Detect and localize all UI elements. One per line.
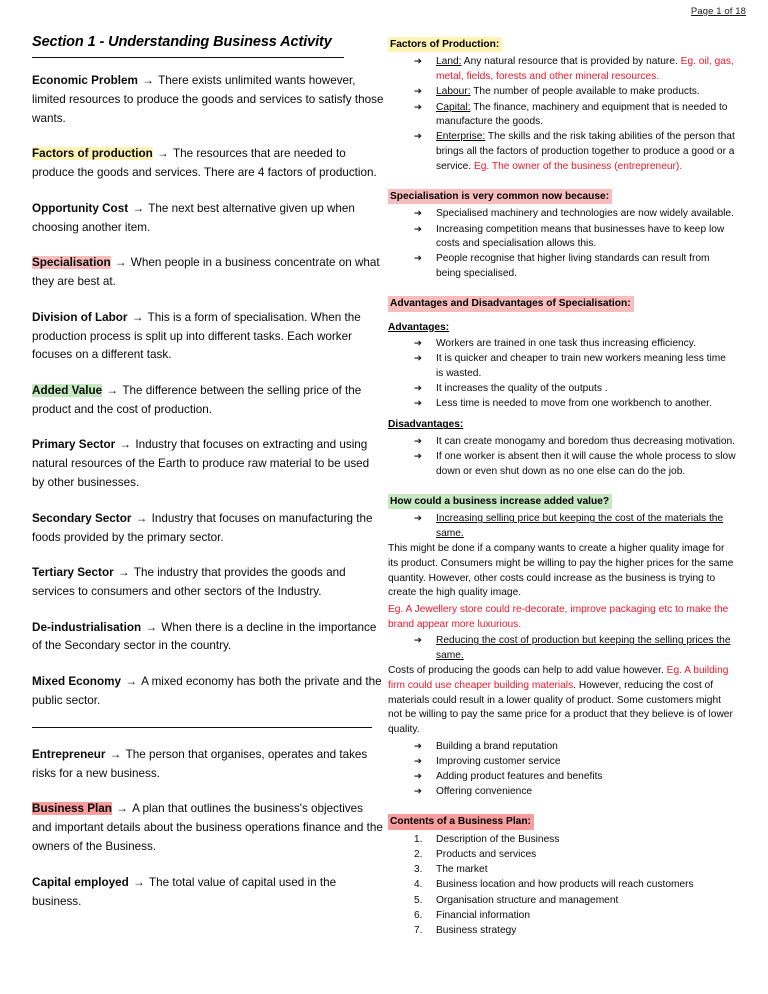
left-column — [32, 34, 384, 912]
added-value-extra-points-list — [388, 740, 736, 800]
list-item — [388, 740, 736, 755]
list-item — [388, 755, 736, 770]
business-plan-contents-list — [388, 833, 736, 939]
list-item — [388, 382, 736, 397]
definition-term: Factors of production — [32, 147, 153, 161]
specialisation-common-list — [388, 207, 736, 281]
definition-term: Mixed Economy — [32, 674, 121, 688]
factor-term: Enterprise: — [436, 131, 486, 143]
factor-text: The number of people available to make products. — [470, 86, 700, 98]
definition-term: Tertiary Sector — [32, 566, 114, 580]
list-item-text: Business strategy — [436, 924, 517, 936]
arrow-icon: → — [106, 747, 125, 761]
spacer — [388, 282, 736, 293]
factor-text: The skills and the risk taking abilities of the person that brings all the factors of production together to produce a good or a service. — [436, 131, 735, 172]
definition-term: Added Value — [32, 383, 103, 397]
list-item — [388, 101, 736, 130]
added-value-point-one-list — [388, 512, 736, 541]
added-value-paragraph-two — [388, 664, 736, 737]
definition-entry — [32, 200, 384, 238]
list-item-text: It can create monogamy and boredom thus decreasing motivation. — [436, 435, 735, 447]
arrow-icon: → — [142, 620, 161, 634]
list-item-text: Organisation structure and management — [436, 894, 619, 906]
list-item — [388, 634, 736, 663]
arrow-icon: → — [111, 256, 130, 270]
label-advantages: Advantages: — [388, 321, 450, 333]
arrow-icon: → — [153, 147, 172, 161]
definition-text: The next best alternative given up when choosing another item. — [32, 201, 355, 234]
definition-text: The total value of capital used in the business. — [32, 875, 337, 908]
arrow-icon: → — [103, 383, 122, 397]
label-disadvantages: Disadvantages: — [388, 419, 464, 431]
definition-entry — [32, 564, 384, 602]
list-item — [388, 909, 736, 924]
definition-text: When there is a decline in the importance of the Secondary sector in the country. — [32, 620, 377, 653]
section-divider — [32, 727, 372, 728]
list-item-text: Financial information — [436, 909, 530, 921]
list-item — [388, 85, 736, 100]
list-item-text: Description of the Business — [436, 833, 560, 845]
definition-entry — [32, 309, 384, 366]
definition-text: A plan that outlines the business's objectives and important details about the business operations finance and the owners of the Business. — [32, 802, 383, 854]
definition-entry — [32, 436, 384, 493]
definition-term: Secondary Sector — [32, 511, 132, 525]
definition-entry — [32, 673, 384, 711]
added-value-point-one: Increasing selling price but keeping the cost of the materials the same. — [436, 513, 724, 539]
definition-text: The resources that are needed to produce the goods and services. There are 4 factors of production. — [32, 147, 377, 180]
definition-term: Primary Sector — [32, 438, 116, 452]
list-item — [388, 337, 736, 352]
list-item-text: Adding product features and benefits — [436, 770, 603, 782]
definition-entry — [32, 510, 384, 548]
heading-factors-of-production: Factors of Production: — [388, 37, 502, 52]
definition-term: De-industrialisation — [32, 620, 142, 634]
definition-term: Specialisation — [32, 256, 111, 270]
definition-text: This is a form of specialisation. When the production process is split up into different tasks. Each worker focuses on a different task. — [32, 310, 361, 362]
definition-term: Division of Labor — [32, 310, 128, 324]
spacer — [388, 800, 736, 811]
arrow-icon: → — [121, 674, 141, 688]
definition-entry — [32, 382, 384, 420]
list-item-text: Workers are trained in one task thus increasing efficiency. — [436, 338, 696, 350]
factor-term: Labour: — [436, 86, 471, 98]
heading-advantages-disadvantages: Advantages and Disadvantages of Specialisation: — [388, 296, 634, 311]
definition-term: Opportunity Cost — [32, 201, 129, 215]
list-item-text: Products and services — [436, 848, 537, 860]
definition-term: Business Plan — [32, 802, 112, 816]
definition-term: Economic Problem — [32, 74, 138, 87]
arrow-icon: → — [112, 802, 132, 816]
list-item-text: Specialised machinery and technologies are now widely available. — [436, 208, 734, 220]
definition-entry — [32, 874, 384, 912]
definition-entry — [32, 619, 384, 657]
definition-entry — [32, 746, 384, 784]
arrow-icon: → — [129, 201, 148, 215]
list-item-text: Business location and how products will reach customers — [436, 879, 694, 891]
spacer — [388, 480, 736, 491]
arrow-icon: → — [129, 875, 148, 889]
list-item-text: Offering convenience — [436, 786, 533, 798]
arrow-icon: → — [116, 438, 135, 452]
list-item — [388, 848, 736, 863]
list-item — [388, 397, 736, 412]
list-item-text: It increases the quality of the outputs . — [436, 383, 608, 395]
list-item — [388, 223, 736, 252]
added-value-point-two-list — [388, 634, 736, 663]
list-item-text: People recognise that higher living standards can result from being specialised. — [436, 253, 710, 280]
paragraph-two-part-b: . However, reducing the cost of materials could result in a lower quality of product. Some customers might not be willing to pay the same price for a product that they believe is of lower quality. — [388, 679, 733, 735]
factor-example: Eg. oil, gas, metal, fields, forests and other mineral resources. — [436, 56, 734, 83]
arrow-icon: → — [132, 511, 151, 525]
list-item — [388, 130, 736, 174]
definition-entry — [32, 72, 384, 129]
definition-text: The difference between the selling price of the product and the cost of production. — [32, 383, 362, 416]
list-item-text: Building a brand reputation — [436, 740, 558, 752]
definition-list-primary — [32, 72, 384, 711]
list-item — [388, 833, 736, 848]
arrow-icon: → — [138, 74, 158, 87]
advantages-list — [388, 337, 736, 412]
arrow-icon: → — [128, 310, 147, 324]
list-item-text: Less time is needed to move from one workbench to another. — [436, 398, 712, 410]
factor-term: Land: — [436, 56, 462, 68]
list-item — [388, 207, 736, 222]
list-item — [388, 512, 736, 541]
definition-term: Entrepreneur — [32, 747, 106, 761]
list-item — [388, 252, 736, 281]
factor-text: The finance, machinery and equipment that is needed to manufacture the goods. — [436, 101, 728, 128]
right-column — [388, 34, 736, 939]
definition-text: The person that organises, operates and takes risks for a new business. — [32, 747, 368, 780]
definition-text: Industry that focuses on extracting and using natural resources of the Earth to produce raw material to be used by other businesses. — [32, 438, 370, 490]
list-item — [388, 55, 736, 84]
heading-specialisation-common: Specialisation is very common now because: — [388, 189, 612, 204]
list-item — [388, 435, 736, 450]
definition-text: A mixed economy has both the private and the public sector. — [32, 674, 382, 707]
list-item-text: If one worker is absent then it will cause the whole process to slow down or even shut down as no one else can do the job. — [436, 450, 736, 477]
list-item — [388, 450, 736, 479]
list-item-text: Increasing competition means that businesses have to keep low costs and specialisation allows this. — [436, 223, 725, 250]
added-value-paragraph-one: This might be done if a company wants to create a higher quality image for its product. Consumers might be willing to pay the higher prices for the same quantity. However, other costs could increase as the business is trying to create the high quality image. — [388, 543, 734, 599]
added-value-point-two: Reducing the cost of production but keeping the selling prices the same. — [436, 635, 731, 661]
heading-increase-added-value: How could a business increase added value? — [388, 494, 612, 509]
page-indicator: Page 1 of 18 — [690, 6, 746, 17]
list-item — [388, 924, 736, 939]
definition-text: There exists unlimited wants however, limited resources to produce the goods and services to satisfy those wants. — [32, 74, 384, 125]
factor-text: Any natural resource that is provided by nature. — [461, 56, 681, 68]
page-title: Section 1 - Understanding Business Activity — [32, 34, 332, 50]
list-item-text: It is quicker and cheaper to train new workers meaning less time is wasted. — [436, 353, 726, 379]
factor-term: Capital: — [436, 101, 471, 113]
title-divider — [32, 57, 344, 58]
list-item — [388, 878, 736, 893]
definition-entry — [32, 145, 384, 183]
heading-contents-business-plan: Contents of a Business Plan: — [388, 814, 534, 829]
definition-text: The industry that provides the goods and services to consumers and other sectors of the Industry. — [32, 566, 346, 599]
arrow-icon: → — [114, 566, 133, 580]
list-item — [388, 352, 736, 381]
factors-of-production-list — [388, 55, 736, 174]
paragraph-two-example: Eg. A building firm could use cheaper building materials — [388, 665, 729, 691]
list-item — [388, 894, 736, 909]
definition-term: Capital employed — [32, 875, 129, 889]
definition-text: When people in a business concentrate on what they are best at. — [32, 256, 380, 289]
list-item-text: Improving customer service — [436, 755, 561, 767]
list-item — [388, 770, 736, 785]
factor-example: Eg. The owner of the business (entrepreneur). — [473, 160, 683, 172]
definition-text: Industry that focuses on manufacturing the foods provided by the primary sector. — [32, 511, 373, 544]
list-item-text: The market — [436, 864, 488, 876]
disadvantages-list — [388, 435, 736, 480]
paragraph-two-part-a: Costs of producing the goods can help to add value however. — [388, 665, 667, 677]
definition-entry — [32, 800, 384, 857]
spacer — [388, 175, 736, 186]
list-item — [388, 785, 736, 800]
list-item — [388, 863, 736, 878]
added-value-example-one: Eg. A Jewellery store could re-decorate, improve packaging etc to make the brand appear more luxurious. — [388, 603, 729, 630]
definition-entry — [32, 254, 384, 292]
definition-list-secondary — [32, 746, 384, 912]
